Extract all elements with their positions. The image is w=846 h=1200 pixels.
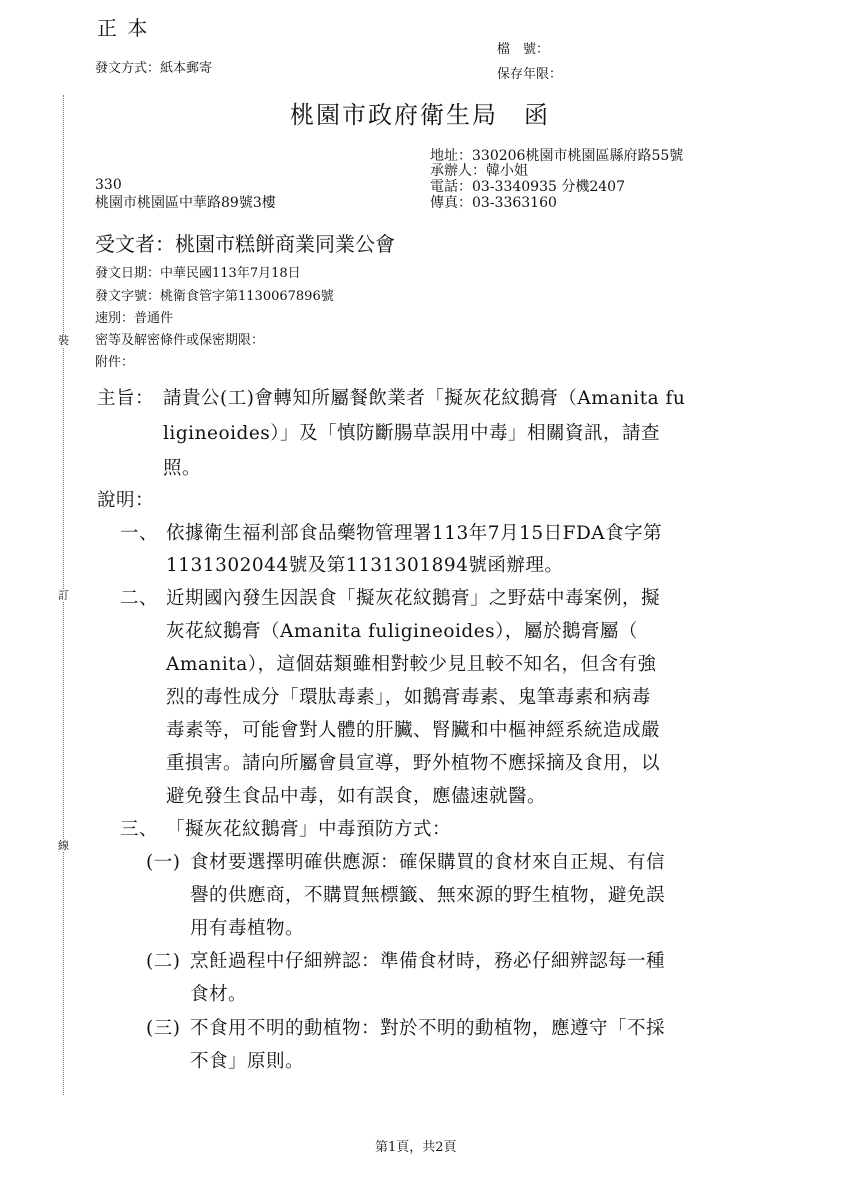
subitem-3-line: 不食用不明的動植物：對於不明的動植物，應遵守「不採 <box>190 1018 666 1039</box>
subitem-1-marker: (一) <box>146 852 181 873</box>
issue-date: 發文日期：中華民國113年7月18日 <box>95 266 301 281</box>
issue-number: 發文字號：桃衛食管字第1130067896號 <box>95 289 334 304</box>
subitem-2-line: 烹飪過程中仔細辨認：準備食材時，務必仔細辨認每一種 <box>190 951 666 972</box>
subject-line: ligineoides）」及「慎防斷腸草誤用中毒」相關資訊，請查 <box>163 423 661 444</box>
sender-contact: 承辦人：韓小姐 <box>430 163 528 179</box>
secrecy-level: 密等及解密條件或保密期限： <box>95 333 265 348</box>
subject-line: 請貴公(工)會轉知所屬餐飲業者「擬灰花紋鵝膏（Amanita fu <box>163 388 686 409</box>
binding-line <box>58 95 70 1095</box>
item-2-line: 灰花紋鵝膏（Amanita fuligineoides），屬於鵝膏屬（ <box>166 621 638 642</box>
item-1-marker: 一、 <box>120 523 159 544</box>
subitem-1-line: 用有毒植物。 <box>190 918 305 939</box>
subitem-3-line: 不食」原則。 <box>190 1051 305 1072</box>
recipient: 受文者：桃園市糕餅商業同業公會 <box>95 232 395 256</box>
subitem-1-line: 譽的供應商，不購買無標籤、無來源的野生植物，避免誤 <box>190 885 666 906</box>
subitem-3-marker: (三) <box>146 1018 181 1039</box>
binding-mark-zhuang: 裝 <box>58 334 69 347</box>
item-2-line: 重損害。請向所屬會員宣導，野外植物不應採摘及食用，以 <box>166 753 661 774</box>
document-title: 桃園市政府衛生局 函 <box>290 101 550 129</box>
copy-label: 正 本 <box>97 16 150 40</box>
subject-label: 主旨： <box>97 388 155 409</box>
item-2-line: 毒素等，可能會對人體的肝臟、腎臟和中樞神經系統造成嚴 <box>166 720 661 741</box>
item-3-marker: 三、 <box>120 819 159 840</box>
item-2-line: 避免發生食品中毒，如有誤食，應儘速就醫。 <box>166 786 547 807</box>
item-1-line: 1131302044號及第1131301894號函辦理。 <box>166 555 564 576</box>
recipient-street: 桃園市桃園區中華路89號3樓 <box>95 195 276 211</box>
binding-mark-ding: 訂 <box>58 589 69 602</box>
binding-mark-xian: 線 <box>58 839 69 852</box>
subitem-1-line: 食材要選擇明確供應源：確保購買的食材來自正規、有信 <box>190 852 666 873</box>
item-2-marker: 二、 <box>120 588 159 609</box>
sender-phone: 電話：03-3340935 分機2407 <box>430 179 625 195</box>
file-number-label: 檔 號： <box>497 42 550 57</box>
item-2-line: Amanita），這個菇類雖相對較少見且較不知名，但含有強 <box>166 654 657 675</box>
item-2-line: 近期國內發生因誤食「擬灰花紋鵝膏」之野菇中毒案例，擬 <box>166 588 661 609</box>
sender-fax: 傳真：03-3363160 <box>430 195 557 211</box>
subject-line: 照。 <box>163 458 202 479</box>
explanation-label: 說明： <box>97 490 155 511</box>
item-2-line: 烈的毒性成分「環肽毒素」，如鵝膏毒素、鬼筆毒素和病毒 <box>166 687 651 708</box>
page-number: 第1頁，共2頁 <box>375 1140 457 1155</box>
item-3-heading: 「擬灰花紋鵝膏」中毒預防方式： <box>166 819 452 840</box>
attachment: 附件： <box>95 355 135 370</box>
speed-class: 速別：普通件 <box>95 311 174 326</box>
sender-address: 地址：330206桃園市桃園區縣府路55號 <box>430 148 684 164</box>
retention-label: 保存年限： <box>497 67 563 82</box>
subitem-2-marker: (二) <box>146 951 181 972</box>
item-1-line: 依據衛生福利部食品藥物管理署113年7月15日FDA食字第 <box>166 523 663 544</box>
subitem-2-line: 食材。 <box>190 984 248 1005</box>
recipient-postal-code: 330 <box>95 177 122 193</box>
send-method: 發文方式：紙本郵寄 <box>95 61 213 76</box>
